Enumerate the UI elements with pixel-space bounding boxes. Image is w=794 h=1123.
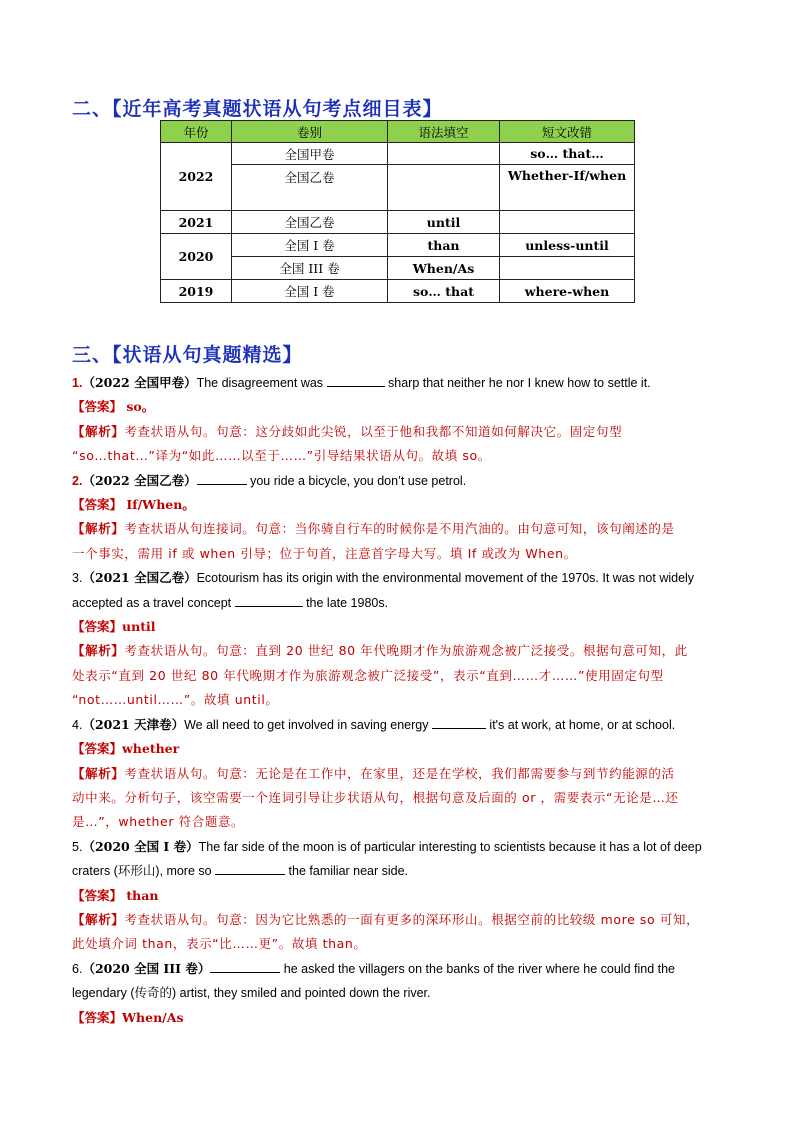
- table-row: [161, 280, 635, 303]
- explanation-line: “not……until……”。故填 until。: [72, 692, 279, 708]
- question-text: the familiar near side.: [285, 864, 409, 879]
- answer-value: If/When。: [122, 497, 195, 513]
- cell-year: 2020: [161, 234, 232, 280]
- table-row: [161, 211, 635, 234]
- cell-paper: 全国乙卷: [232, 165, 388, 211]
- cell-fill: [388, 143, 500, 165]
- answer-value: When/As: [122, 1009, 184, 1025]
- explanation-line: 此处填介词 than，表示“比……更”。故填 than。: [72, 936, 367, 952]
- answer-label: 【答案】: [72, 1009, 123, 1025]
- explanation-text: 考查状语从句连接词。句意：当你骑自行车的时候你是不用汽油的。由句意可知，该句阐述的是: [124, 521, 675, 537]
- question-1: [72, 371, 722, 395]
- exam-points-table: [160, 120, 635, 303]
- explanation-label: 【解析】: [72, 765, 125, 781]
- explanation-line: “so…that…”译为“如此……以至于……”引导结果状语从句。故填 so。: [72, 448, 491, 464]
- explanation-line: [72, 908, 722, 932]
- question-text: it's at work, at home, or at school.: [485, 717, 676, 732]
- question-number: 6.: [72, 961, 83, 976]
- question-source: （2022 全国甲卷）: [82, 375, 197, 390]
- explanation-label: 【解析】: [72, 643, 125, 659]
- answer-line: [72, 615, 722, 639]
- header-paper: 卷别: [232, 121, 388, 143]
- question-number: 1.: [72, 376, 83, 390]
- answer-line: [72, 395, 722, 419]
- section-title-table: 二、【近年高考真题状语从句考点细目表】: [72, 98, 443, 120]
- question-text: Ecotourism has its origin with the environmental movement of the 1970s. It was not widely: [196, 571, 695, 586]
- question-text: The far side of the moon is of particular interesting to scientists because it has a lot of deep: [198, 839, 702, 854]
- answer-blank[interactable]: [235, 594, 303, 607]
- question-source: （2021 天津卷）: [82, 716, 185, 732]
- section-title-questions: 三、【状语从句真题精选】: [72, 344, 303, 366]
- explanation-line: [72, 420, 722, 444]
- question-text: accepted as a travel concept: [72, 595, 235, 610]
- answer-label: 【答案】: [72, 887, 123, 903]
- question-2: [72, 469, 722, 493]
- question-text: you ride a bicycle, you don’t use petrol.: [246, 473, 467, 488]
- cell-paper: 全国乙卷: [232, 211, 388, 234]
- answer-label: 【答案】: [72, 399, 123, 415]
- explanation-text: 考查状语从句。句意：直到 20 世纪 80 年代晚期才作为旅游观念被广泛接受。根据句意可知，此: [124, 643, 688, 659]
- question-source: （2020 全国 III 卷）: [82, 960, 211, 976]
- question-source: （2021 全国乙卷）: [82, 570, 197, 586]
- explanation-label: 【解析】: [72, 521, 125, 537]
- table-row: [161, 143, 635, 165]
- question-text: craters (环形山), more so: [72, 864, 216, 879]
- cell-fill: until: [388, 211, 500, 234]
- cell-correct: [500, 211, 635, 234]
- question-line: [72, 981, 722, 1005]
- question-3: [72, 566, 722, 590]
- explanation-line: 一个事实，需用 if 或 when 引导；位于句首，注意首字母大写。填 If 或改为 When。: [72, 545, 577, 561]
- answer-blank[interactable]: [215, 862, 285, 875]
- explanation-label: 【解析】: [72, 911, 125, 927]
- answer-value: until: [122, 619, 156, 635]
- cell-year: 2022: [161, 143, 232, 211]
- cell-correct: Whether-If/when: [500, 165, 635, 211]
- answer-line: [72, 737, 722, 761]
- answer-value: whether: [122, 741, 180, 757]
- explanation-line: [72, 762, 722, 786]
- question-line: [72, 859, 722, 883]
- table-header-row: [161, 121, 635, 143]
- question-number: 4.: [72, 717, 83, 732]
- header-fill: 语法填空: [388, 121, 500, 143]
- explanation-text: 考查状语从句。句意：因为它比熟悉的一面有更多的深环形山。根据空前的比较级 more so 可知，: [124, 911, 700, 927]
- answer-blank[interactable]: [327, 374, 385, 387]
- cell-fill: than: [388, 234, 500, 257]
- table-row: [161, 257, 635, 280]
- answer-value: than: [122, 887, 159, 903]
- explanation-text: 考查状语从句。句意：这分歧如此尖锐，以至于他和我都不知道如何解决它。固定句型: [124, 423, 623, 439]
- explanation-line: [72, 639, 722, 663]
- question-line: [72, 591, 722, 615]
- table-row: [161, 165, 635, 211]
- explanation-line: [72, 517, 722, 541]
- table-row: [161, 234, 635, 257]
- question-number: 2.: [72, 473, 83, 488]
- question-4: [72, 713, 722, 737]
- question-number: 5.: [72, 839, 83, 854]
- explanation-line: 处表示“直到 20 世纪 80 年代晚期才作为旅游观念被广泛接受”，表示“直到……才……”使用固定句型: [72, 667, 664, 683]
- answer-label: 【答案】: [72, 497, 123, 513]
- cell-paper: 全国甲卷: [232, 143, 388, 165]
- cell-paper: 全国 I 卷: [232, 234, 388, 257]
- question-text: legendary (传奇的) artist, they smiled and pointed down the river.: [72, 986, 431, 1001]
- cell-paper: 全国 III 卷: [232, 257, 388, 280]
- explanation-label: 【解析】: [72, 423, 125, 439]
- question-list: [72, 371, 722, 1030]
- question-text: The disagreement was: [196, 376, 327, 390]
- question-source: （2022 全国乙卷）: [82, 472, 197, 488]
- question-source: （2020 全国 I 卷）: [82, 838, 199, 854]
- header-year: 年份: [161, 121, 232, 143]
- cell-fill: [388, 165, 500, 211]
- answer-line: [72, 493, 722, 517]
- answer-line: [72, 884, 722, 908]
- explanation-line: 动中来。分析句子，该空需要一个连词引导让步状语从句，根据句意及后面的 or ，需要表示“无论是…还: [72, 789, 679, 805]
- answer-blank[interactable]: [210, 960, 280, 973]
- answer-value: so。: [122, 399, 155, 415]
- answer-blank[interactable]: [432, 716, 486, 729]
- question-text: We all need to get involved in saving energy: [184, 717, 432, 732]
- question-text: he asked the villagers on the banks of the river where he could find the: [280, 961, 676, 976]
- question-text: sharp that neither he nor I knew how to settle it.: [384, 376, 651, 390]
- question-number: 3.: [72, 571, 83, 586]
- answer-label: 【答案】: [72, 741, 123, 757]
- cell-paper: 全国 I 卷: [232, 280, 388, 303]
- cell-fill: When/As: [388, 257, 500, 280]
- question-6: [72, 957, 722, 981]
- cell-correct: unless-until: [500, 234, 635, 257]
- question-5: [72, 835, 722, 859]
- header-correct: 短文改错: [500, 121, 635, 143]
- explanation-line: 是…”，whether 符合题意。: [72, 814, 245, 830]
- answer-line: [72, 1006, 722, 1030]
- cell-correct: [500, 257, 635, 280]
- cell-fill: so… that: [388, 280, 500, 303]
- answer-label: 【答案】: [72, 619, 123, 635]
- answer-blank[interactable]: [197, 472, 247, 485]
- cell-year: 2021: [161, 211, 232, 234]
- question-text: the late 1980s.: [302, 595, 389, 610]
- cell-correct: so… that…: [500, 143, 635, 165]
- cell-year: 2019: [161, 280, 232, 303]
- explanation-text: 考查状语从句。句意：无论是在工作中，在家里，还是在学校，我们都需要参与到节约能源的活: [124, 765, 675, 781]
- cell-correct: where-when: [500, 280, 635, 303]
